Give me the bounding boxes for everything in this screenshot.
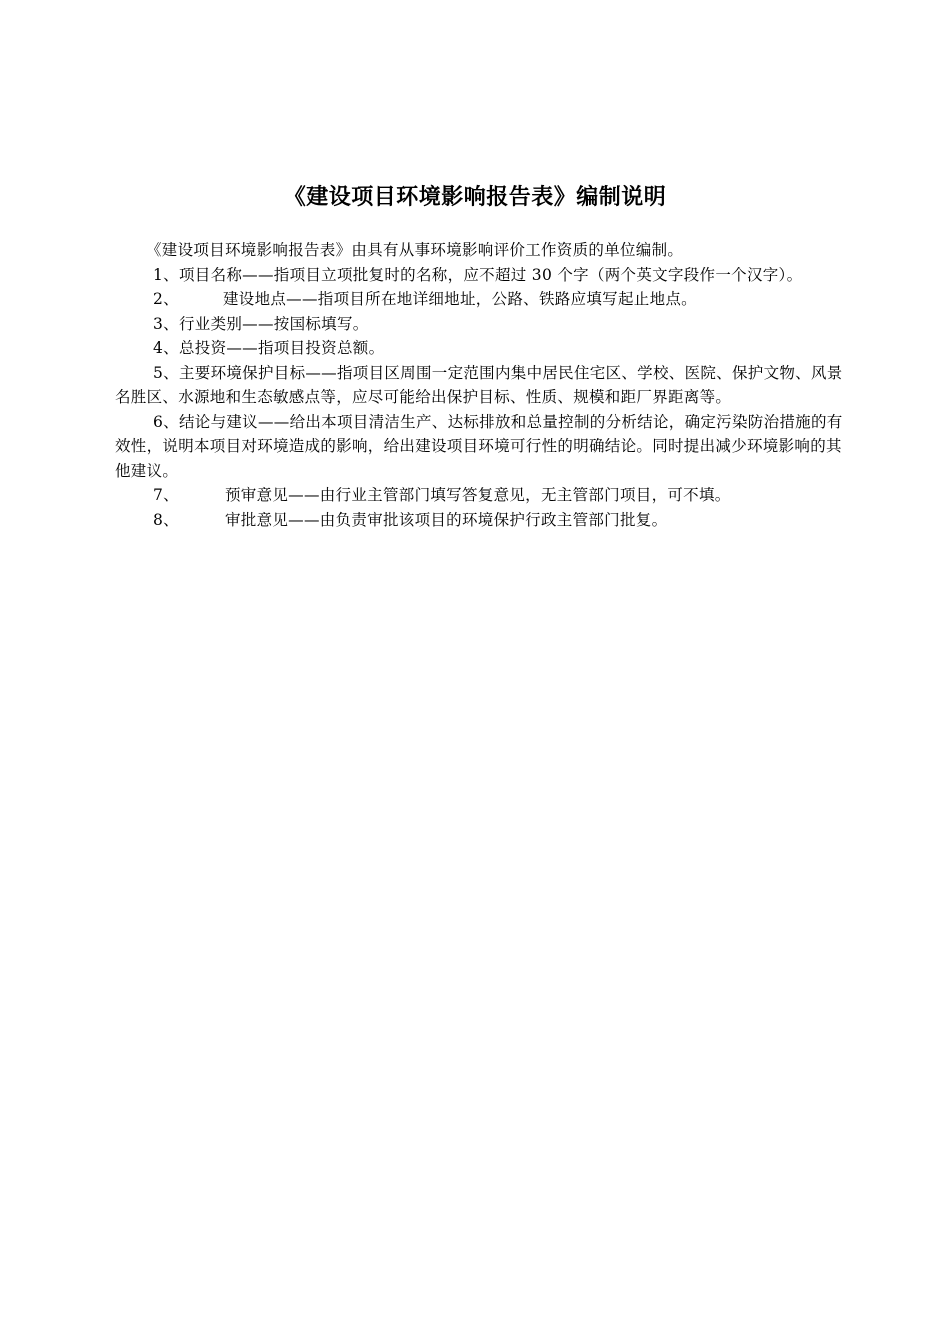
list-item-4 [115,336,845,361]
item-number: 8、 [153,510,179,529]
item-text: 总投资——指项目投资总额。 [178,339,385,357]
list-item-1 [115,263,845,288]
list-item-6 [115,410,845,484]
list-item-3 [115,312,845,337]
item-text: 主要环境保护目标——指项目区周围一定范围内集中居民住宅区、学校、医院、保护文物、风景名胜区、水源地和生态敏感点等，应尽可能给出保护目标、性质、规模和距厂界距离等。 [115,363,843,406]
intro-paragraph: 《建设项目环境影响报告表》由具有从事环境影响评价工作资质的单位编制。 [146,241,684,259]
item-number: 2、 [153,290,179,308]
item-text: 建设地点——指项目所在地详细地址，公路、铁路应填写起止地点。 [222,290,697,308]
item-number: 4、 [153,339,179,357]
item-text: 审批意见——由负责审批该项目的环境保护行政主管部门批复。 [224,510,668,529]
item-number: 3、 [153,314,179,333]
list-item-7 [115,483,845,508]
list-item-2 [115,287,845,312]
item-number: 6、 [153,412,179,431]
item-number: 5、 [153,363,179,382]
document-body [115,238,845,532]
item-number: 7、 [153,486,179,504]
item-text: 行业类别——按国标填写。 [178,314,369,333]
list-item-5 [115,361,845,410]
document-title: 《建设项目环境影响报告表》编制说明 [283,185,667,210]
item-text: 结论与建议——给出本项目清洁生产、达标排放和总量控制的分析结论，确定污染防治措施的有效性，说明本项目对环境造成的影响，给出建设项目环境可行性的明确结论。同时提出减少环境影响的其他建议。 [115,412,843,480]
item-text: 项目名称——指项目立项批复时的名称，应不超过 30 个字（两个英文字段作一个汉字）。 [178,265,803,284]
list-item-8 [115,508,845,533]
item-number: 1、 [153,265,179,284]
item-text: 预审意见——由行业主管部门填写答复意见，无主管部门项目，可不填。 [224,486,731,504]
